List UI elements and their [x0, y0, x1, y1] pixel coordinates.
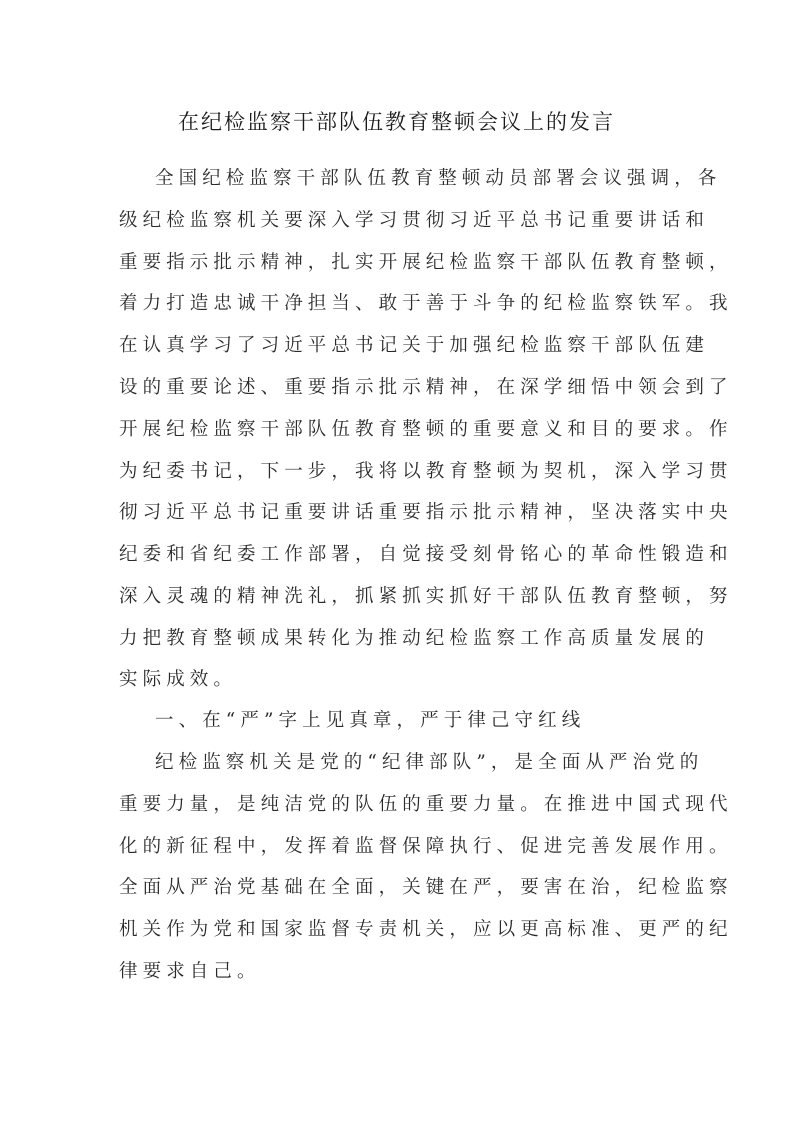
text-line: 为纪委书记，下一步，我将以教育整顿为契机，深入学习贯 [119, 461, 733, 482]
text-line: 设的重要论述、重要指示批示精神，在深学细悟中领会到了 [119, 377, 733, 398]
text-line: 力把教育整顿成果转化为推动纪检监察工作高质量发展的 [119, 628, 710, 649]
text-line: 化的新征程中，发挥着监督保障执行、促进完善发展作用。 [119, 836, 733, 857]
text-line: 在认真学习了习近平总书记关于加强纪检监察干部队伍建 [119, 335, 710, 356]
text-line: 深入灵魂的精神洗礼，抓紧抓实抓好干部队伍教育整顿，努 [119, 586, 733, 607]
text-line: 机关作为党和国家监督专责机关，应以更高标准、更严的纪 [119, 919, 733, 940]
text-line: 彻习近平总书记重要讲话重要指示批示精神，坚决落实中央 [119, 502, 733, 523]
page-title: 在纪检监察干部队伍教育整顿会议上的发言 [178, 110, 615, 134]
text-line: 重要力量，是纯洁党的队伍的重要力量。在推进中国式现代 [119, 794, 733, 815]
text-line: 律要求自己。 [119, 961, 261, 982]
text-line: 级纪检监察机关要深入学习贯彻习近平总书记重要讲话和 [119, 210, 710, 231]
section-heading: 一、在“严”字上见真章，严于律己守红线 [155, 710, 586, 731]
text-line: 全国纪检监察干部队伍教育整顿动员部署会议强调，各 [155, 168, 722, 189]
text-line: 纪检监察机关是党的“纪律部队”，是全面从严治党的 [155, 752, 704, 773]
text-line: 全面从严治党基础在全面，关键在严，要害在治，纪检监察 [119, 877, 733, 898]
text-line: 着力打造忠诚干净担当、敢于善于斗争的纪检监察铁军。我 [119, 293, 733, 314]
text-line: 开展纪检监察干部队伍教育整顿的重要意义和目的要求。作 [119, 419, 733, 440]
text-line: 实际成效。 [119, 669, 238, 690]
text-line: 重要指示批示精神，扎实开展纪检监察干部队伍教育整顿， [119, 252, 733, 273]
text-line: 纪委和省纪委工作部署，自觉接受刻骨铭心的革命性锻造和 [119, 544, 733, 565]
